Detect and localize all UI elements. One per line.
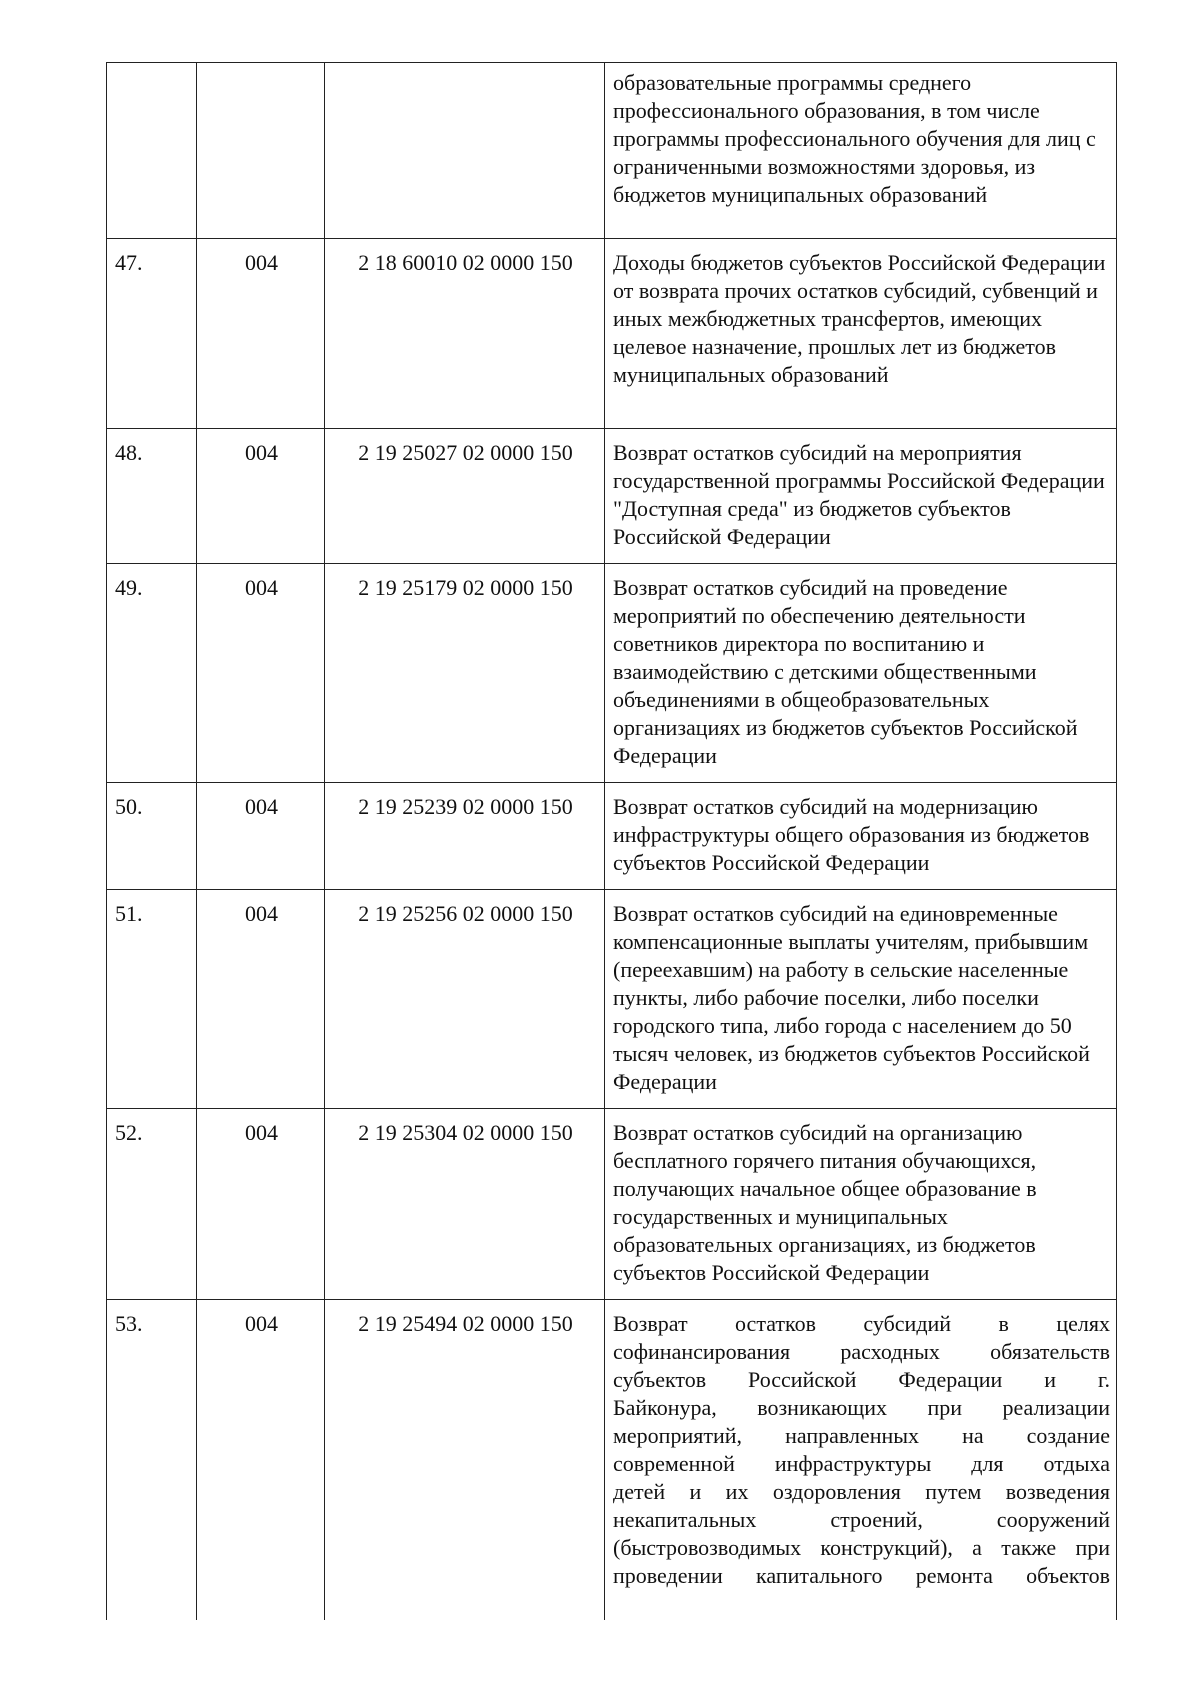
table-row [107, 1109, 1117, 1300]
row-number: 52. [107, 1109, 197, 1300]
budget-classification-code: 2 19 25494 02 0000 150 [325, 1300, 605, 1620]
revenue-description [605, 1300, 1117, 1620]
revenue-codes-table [106, 62, 1117, 1620]
description-line: проведении капитального ремонта объектов [613, 1563, 1110, 1588]
admin-code: 004 [197, 429, 325, 564]
budget-classification-code: 2 19 25027 02 0000 150 [325, 429, 605, 564]
budget-classification-code: 2 19 25304 02 0000 150 [325, 1109, 605, 1300]
row-number: 48. [107, 429, 197, 564]
revenue-description: Доходы бюджетов субъектов Российской Федерации от возврата прочих остатков субсидий, субвенций и иных межбюджетных трансфертов, имеющих целевое назначение, прошлых лет из бюджетов муниципальных образований [605, 239, 1117, 429]
revenue-description: образовательные программы среднего профессионального образования, в том числе программы профессионального обучения для лиц с ограниченными возможностями здоровья, из бюджетов муниципальных образований [605, 63, 1117, 239]
row-number: 47. [107, 239, 197, 429]
budget-classification-code [325, 63, 605, 239]
revenue-description: Возврат остатков субсидий на проведение мероприятий по обеспечению деятельности советников директора по воспитанию и взаимодействию с детскими общественными объединениями в общеобразовательных организациях из бюджетов субъектов Российской Федерации [605, 564, 1117, 783]
row-number [107, 63, 197, 239]
admin-code: 004 [197, 783, 325, 890]
description-line: Байконура, возникающих при реализации [613, 1395, 1110, 1420]
row-number: 50. [107, 783, 197, 890]
table-row [107, 63, 1117, 239]
budget-classification-code: 2 18 60010 02 0000 150 [325, 239, 605, 429]
row-number: 53. [107, 1300, 197, 1620]
description-line: софинансирования расходных обязательств [613, 1339, 1110, 1364]
table-row [107, 1300, 1117, 1620]
admin-code [197, 63, 325, 239]
revenue-description: Возврат остатков субсидий на мероприятия государственной программы Российской Федерации "Доступная среда" из бюджетов субъектов Российской Федерации [605, 429, 1117, 564]
description-line: детей и их оздоровления путем возведения [613, 1479, 1110, 1504]
admin-code: 004 [197, 1300, 325, 1620]
admin-code: 004 [197, 890, 325, 1109]
description-line: мероприятий, направленных на создание [613, 1423, 1110, 1448]
admin-code: 004 [197, 564, 325, 783]
table-row [107, 429, 1117, 564]
table-row [107, 890, 1117, 1109]
description-line: Возврат остатков субсидий в целях [613, 1311, 1110, 1336]
revenue-description: Возврат остатков субсидий на единовременные компенсационные выплаты учителям, прибывшим (переехавшим) на работу в сельские населенные пункты, либо рабочие поселки, либо поселки городского типа, либо города с населением до 50 тысяч человек, из бюджетов субъектов Российской Федерации [605, 890, 1117, 1109]
budget-classification-code: 2 19 25179 02 0000 150 [325, 564, 605, 783]
description-line: современной инфраструктуры для отдыха [613, 1451, 1110, 1476]
revenue-description: Возврат остатков субсидий на организацию бесплатного горячего питания обучающихся, получающих начальное общее образование в государственных и муниципальных образовательных организациях, из бюджетов субъектов Российской Федерации [605, 1109, 1117, 1300]
description-line: некапитальных строений, сооружений [613, 1507, 1110, 1532]
admin-code: 004 [197, 239, 325, 429]
table-row [107, 239, 1117, 429]
budget-classification-code: 2 19 25239 02 0000 150 [325, 783, 605, 890]
description-line: (быстровозводимых конструкций), а также при [613, 1535, 1110, 1560]
revenue-description: Возврат остатков субсидий на модернизацию инфраструктуры общего образования из бюджетов субъектов Российской Федерации [605, 783, 1117, 890]
row-number: 49. [107, 564, 197, 783]
budget-classification-code: 2 19 25256 02 0000 150 [325, 890, 605, 1109]
table-row [107, 564, 1117, 783]
admin-code: 004 [197, 1109, 325, 1300]
table-row [107, 783, 1117, 890]
row-number: 51. [107, 890, 197, 1109]
description-line: субъектов Российской Федерации и г. [613, 1367, 1110, 1392]
